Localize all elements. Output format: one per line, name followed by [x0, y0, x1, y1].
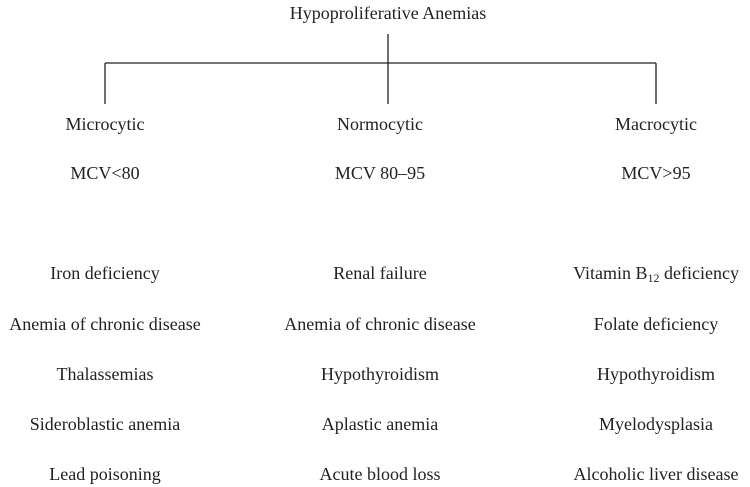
macrocytic-cause-vitamin-b12 [573, 262, 739, 284]
microcytic-cause: Iron deficiency [50, 263, 160, 283]
microcytic-cause: Anemia of chronic disease [9, 314, 201, 334]
macrocytic-heading: Macrocytic [615, 114, 697, 134]
macrocytic-cause: Myelodysplasia [599, 414, 713, 434]
root-title: Hypoproliferative Anemias [289, 3, 487, 23]
macrocytic-mcv: MCV>95 [621, 163, 691, 183]
macrocytic-cause: Folate deficiency [593, 314, 719, 334]
microcytic-cause: Lead poisoning [49, 464, 161, 484]
normocytic-cause: Aplastic anemia [321, 414, 439, 434]
vitamin-b-suffix: deficiency [659, 263, 739, 283]
microcytic-heading: Microcytic [65, 114, 145, 134]
normocytic-cause: Acute blood loss [319, 464, 441, 484]
vitamin-b-subscript: 12 [647, 271, 660, 285]
normocytic-cause: Renal failure [333, 263, 427, 283]
normocytic-cause: Anemia of chronic disease [284, 314, 476, 334]
microcytic-cause: Sideroblastic anemia [29, 414, 181, 434]
normocytic-heading: Normocytic [337, 114, 423, 134]
macrocytic-cause: Alcoholic liver disease [573, 464, 739, 484]
microcytic-mcv: MCV<80 [70, 163, 140, 183]
normocytic-cause: Hypothyroidism [320, 364, 440, 384]
normocytic-mcv: MCV 80–95 [334, 163, 426, 183]
microcytic-cause: Thalassemias [56, 364, 154, 384]
macrocytic-cause: Hypothyroidism [596, 364, 716, 384]
vitamin-b-prefix: Vitamin B [573, 263, 648, 283]
